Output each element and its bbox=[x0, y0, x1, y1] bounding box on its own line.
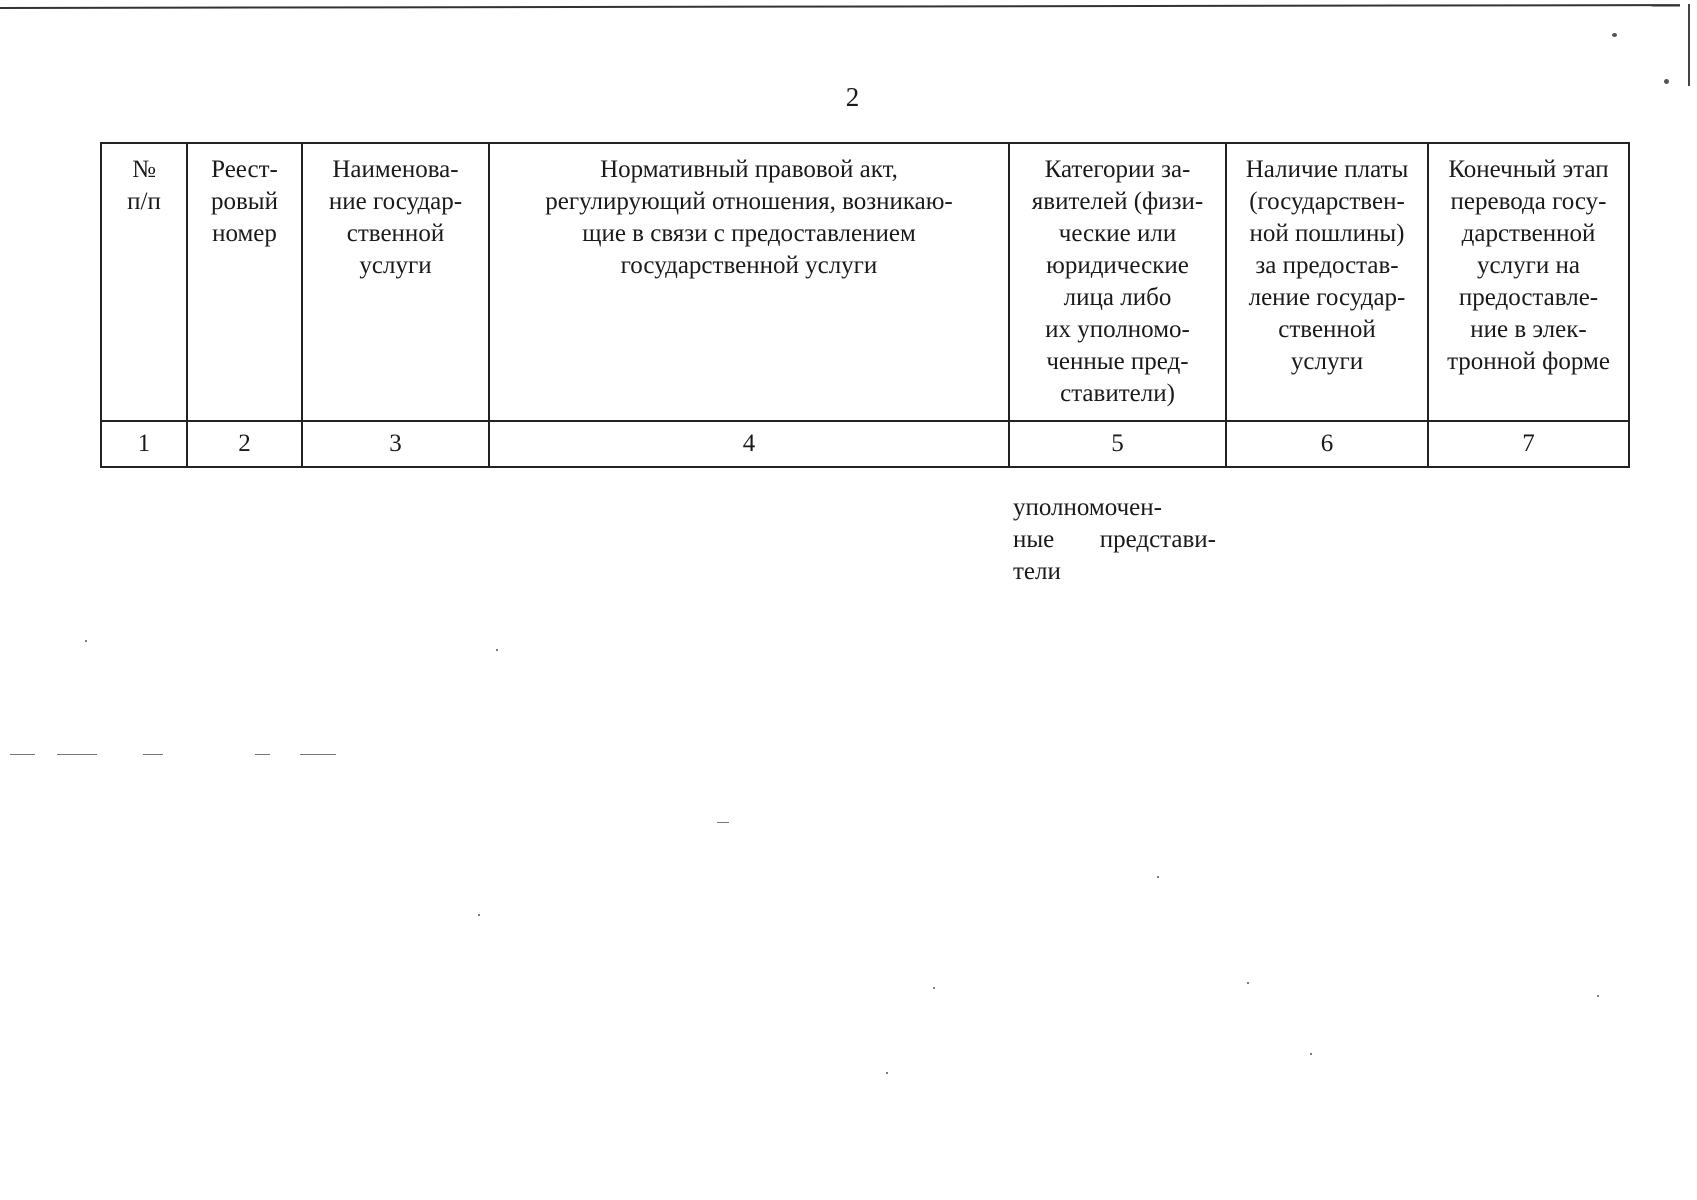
column-number-cell: 4 bbox=[489, 421, 1009, 467]
column-number-cell: 2 bbox=[187, 421, 302, 467]
header-cell-service-name: Наименова- ние государ- ственной услуги bbox=[302, 143, 489, 421]
continuation-line: тели bbox=[1013, 558, 1061, 585]
scan-speck bbox=[1157, 876, 1159, 878]
header-cell-legal-act: Нормативный правовой акт, регулирующий отношения, возникаю- щие в связи с предоставлением государственной услуги bbox=[489, 143, 1009, 421]
scan-speck bbox=[933, 987, 935, 989]
header-cell-registry-number: Реест- ровый номер bbox=[187, 143, 302, 421]
scan-speck bbox=[1612, 33, 1617, 37]
scan-dash bbox=[717, 822, 729, 823]
header-cell-applicant-categories: Категории за- явителей (физи- ческие или юридические лица либо их уполномо- ченные пред- ставители) bbox=[1009, 143, 1226, 421]
scan-speck bbox=[1597, 995, 1599, 997]
header-cell-fee: Наличие платы (государствен- ной пошлины) за предостав- ление государ- ственной услуги bbox=[1226, 143, 1428, 421]
continuation-line bbox=[1013, 524, 1216, 556]
table-column-number-row bbox=[101, 421, 1629, 467]
column-number-cell: 7 bbox=[1428, 421, 1629, 467]
scan-dash bbox=[10, 754, 35, 755]
top-border-line bbox=[0, 4, 1680, 9]
table-header-row bbox=[101, 143, 1629, 421]
scan-speck bbox=[886, 1072, 888, 1074]
scan-speck bbox=[85, 640, 87, 642]
services-table bbox=[100, 142, 1630, 468]
right-border-line bbox=[1688, 4, 1690, 86]
scan-dash bbox=[255, 754, 270, 755]
column-number-cell: 1 bbox=[101, 421, 187, 467]
continuation-line: уполномочен- bbox=[1013, 494, 1162, 521]
scan-speck bbox=[1310, 1053, 1312, 1055]
header-cell-final-stage: Конечный этап перевода госу- дарственной услуги на предоставле- ние в элек- тронной форме bbox=[1428, 143, 1629, 421]
scan-dash bbox=[300, 754, 336, 755]
continuation-word: ные bbox=[1013, 526, 1055, 553]
column-number-cell: 6 bbox=[1226, 421, 1428, 467]
column-number-cell: 3 bbox=[302, 421, 489, 467]
continuation-word: представи- bbox=[1099, 526, 1216, 553]
scan-dash bbox=[57, 754, 97, 755]
scan-speck bbox=[1664, 79, 1669, 84]
scan-dash bbox=[143, 754, 163, 755]
scan-speck bbox=[478, 914, 480, 916]
page-number: 2 bbox=[845, 82, 860, 112]
scan-speck bbox=[1247, 982, 1249, 984]
column-number-cell: 5 bbox=[1009, 421, 1226, 467]
continuation-text bbox=[1013, 492, 1223, 588]
header-cell-number: № п/п bbox=[101, 143, 187, 421]
scan-speck bbox=[496, 649, 498, 651]
